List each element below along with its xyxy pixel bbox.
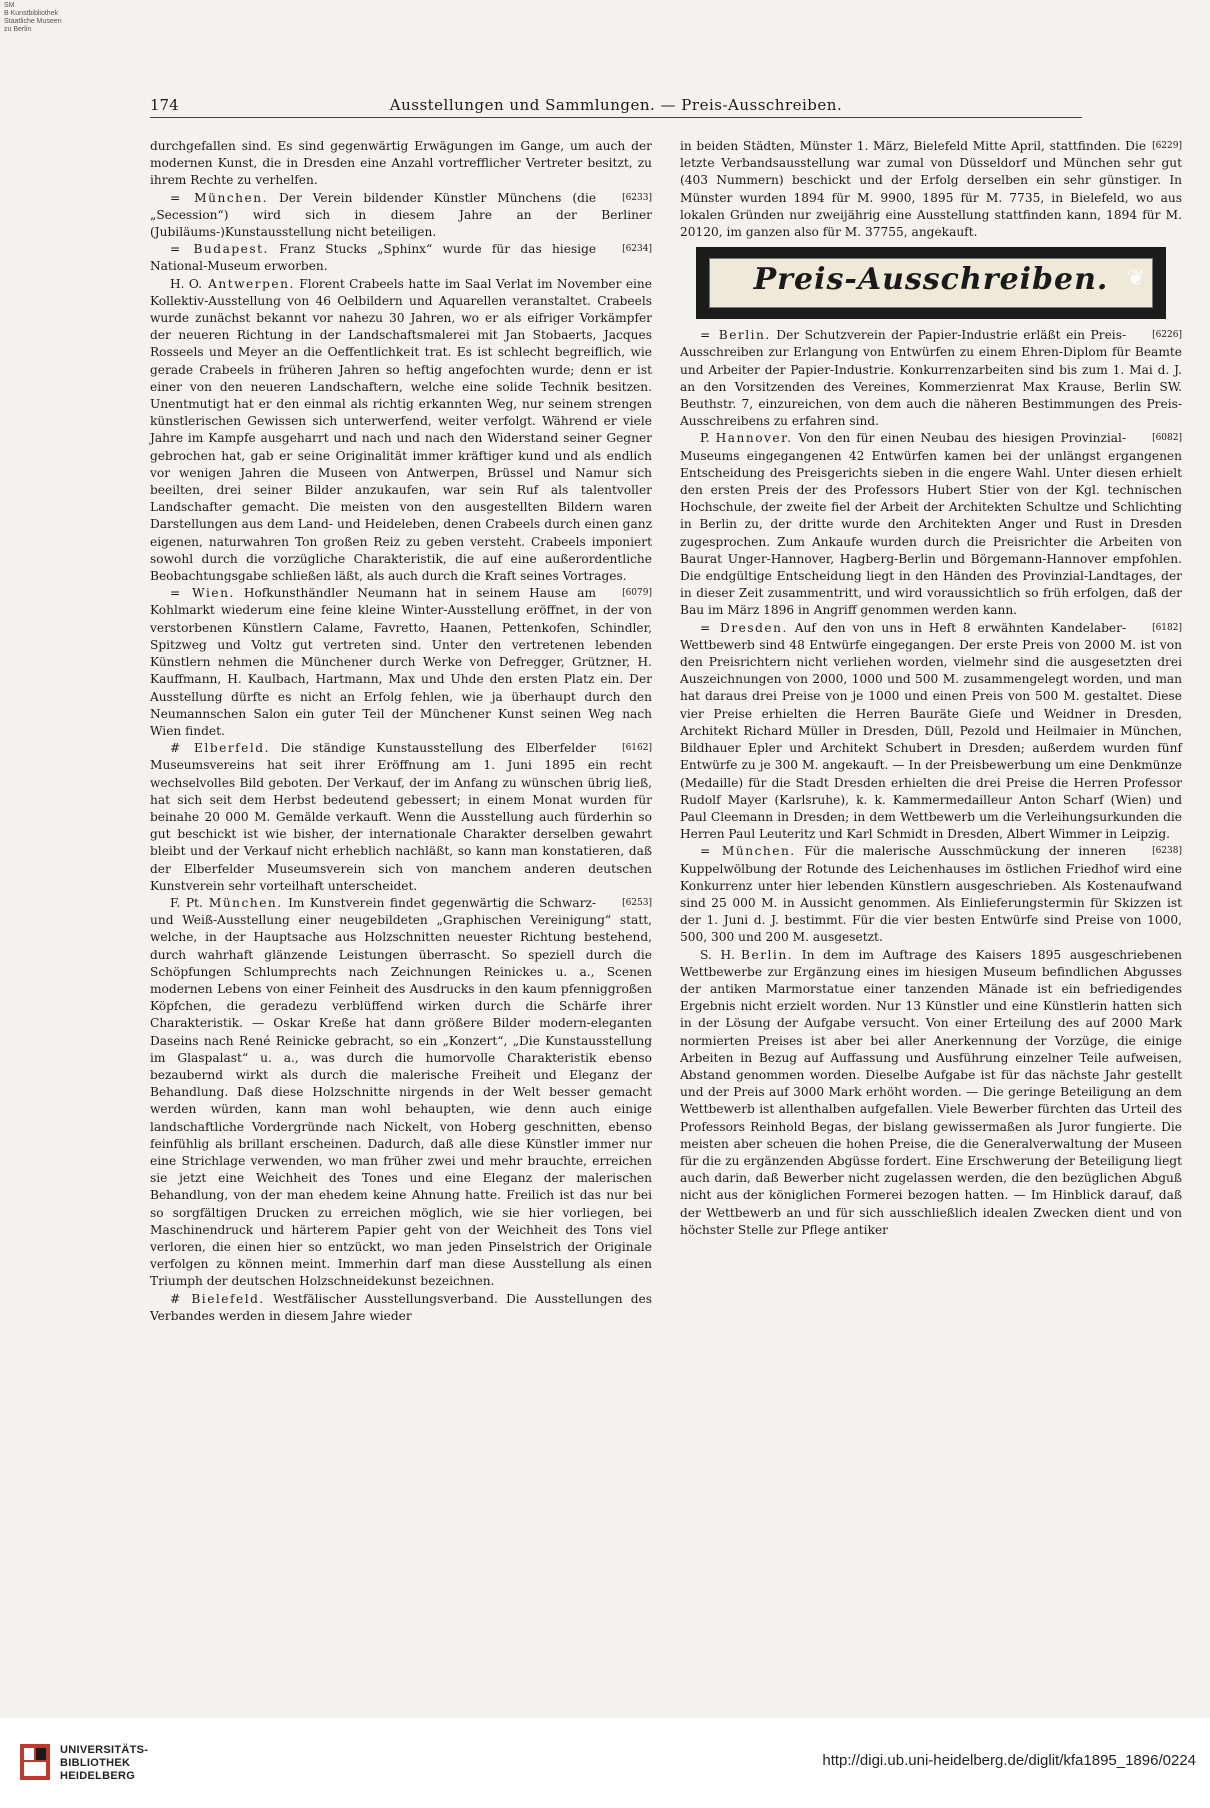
right-column: [680, 138, 1182, 1532]
right-column-body: [680, 327, 1182, 1239]
author-initials: F. Pt.: [170, 895, 203, 910]
footer: [0, 1718, 1210, 1808]
place-heading: = München.: [170, 190, 268, 205]
paragraph-text: Florent Crabeels hatte im Saal Verlat im November eine Kollektiv-Ausstellung von 46 Oelbildern und Aquarellen veranstaltet. Crabeels wurde zunächst bekannt vor nahezu 30 Jahren, wo er als eifriger Vorkämpfer der neueren Richtung in der Landschaftsmalerei mit Jan Stobaerts, Jacques Rosseels und Meyer an die Oeffentlichkeit trat. Es ist schlecht begreiflich, wie gerade Crabeels in früheren Jahren so heftig angefochten wurde; denn er ist einer von den neueren Landschaftern, welche eine solide Technik besitzen. Unentmutigt hat er den einmal als richtig erkannten Weg, nur seinem strengen künstlerischen Gewissen sich unterwerfend, weiter verfolgt. Während er viele Jahre im Kampfe ausgeharrt und nach und nach den Widerstand seiner Gegner gebrochen hat, gab er seine Originalität immer kräftiger kund und als endlich vor wenigen Jahren die Museen von Antwerpen, Brüssel und Namur sich beeilten, drei seiner Bilder anzukaufen, war sein Ruf als talentvoller Landschafter gemacht. Die meisten von den ausgestellten Bildern waren Darstellungen aus dem Land- und Heideleben, denen Crabeels durch einen ganz eigenen, naturwahren Ton großen Reiz zu geben versteht. Crabeels imponiert sowohl durch die vorzügliche Charakteristik, die auf eine außerordentliche Beobachtungsgabe schließen läßt, als auch durch die Kraft seines Vortrages.: [150, 276, 652, 584]
place-heading: = München.: [700, 844, 796, 859]
place-heading: Berlin.: [741, 947, 794, 962]
library-stamp: [4, 2, 62, 34]
reference-number: [6082]: [1152, 433, 1182, 444]
reference-number: [6233]: [622, 192, 652, 203]
library-name-line: HEIDELBERG: [60, 1770, 136, 1782]
paragraph-text: in beiden Städten, Münster 1. März, Bielefeld Mitte April, stattfinden. Die letzte Verbandsausstellung war zumal von Düsseldorf und München sehr gut (403 Nummern) beschickt und der Erfolg derselben ein sehr günstiger. In Münster wurden 1894 für M. 9900, 1895 für M. 7735, in Bielefeld, wo aus lokalen Gründen nur zweijährig eine Ausstellung stattfinden kann, 1894 für M. 20120, im ganzen also für M. 37755, angekauft.: [680, 139, 1182, 240]
article-paragraph: [680, 947, 1182, 1239]
article-paragraph: [680, 430, 1182, 619]
place-heading: München.: [208, 895, 283, 910]
paragraph-text: Der Schutzverein der Papier-Industrie erläßt ein Preis-Ausschreiben zur Erlangung von Entwürfen zu einem Ehren-Diplom für Beamte und Arbeiter der Papier-Industrie. Konkurrenzarbeiten sind bis zum 1. Mai d. J. an den Vorsitzenden des Vereines, Kommerzienrat Max Krause, Berlin SW. Beuthstr. 7, einzureichen, von dem auch die näheren Bestimmungen des Preis-Ausschreibens zu erfahren sind.: [680, 328, 1182, 429]
place-heading: # Bielefeld.: [170, 1291, 265, 1306]
university-seal-icon: [18, 1742, 52, 1782]
reference-number: [6234]: [622, 244, 652, 255]
article-paragraph: [680, 327, 1182, 430]
article-paragraph: [150, 190, 652, 242]
author-initials: S. H.: [700, 947, 736, 962]
reference-number: [6253]: [622, 897, 652, 908]
paragraph-text: Franz Stucks „Sphinx“ wurde für das hiesige National-Museum erworben.: [150, 242, 597, 274]
paragraph-text: Auf den von uns in Heft 8 erwähnten Kandelaber-Wettbewerb sind 48 Entwürfe eingegangen. Der erste Preis von 2000 M. ist von den Preisrichtern nicht verliehen worden, vielmehr sind die ausgesetzten drei Auszeichnungen von 2000, 1000 und 500 M. zusammengelegt worden, und man hat daraus drei Preise von je 1000 und einen Preis von 500 M. gestaltet. Diese vier Preise erhielten die Herren Bauräte Gieſe und Weidner in Dresden, Architekt Richard Müller in Dresden, Düll, Pezold und Heilmaier in München, Bildhauer Epler und Architekt Schubert in Dresden; außerdem wurden fünf Entwürfe zu je 300 M. angekauft. — In der Preisbewerbung um eine Denkmünze (Medaille) für die Stadt Dresden erhielten die drei Preise die Herren Professor Rudolf Mayer (Karlsruhe), k. k. Kammermedailleur Anton Scharf (Wien) und Paul Cleemann in Dresden; in dem Wettbewerb um die Verleihungsurkunden die Herren Paul Leuteritz und Karl Schmidt in Dresden, Albert Wimmer in Leipzig.: [680, 620, 1182, 842]
page-header: [150, 94, 1082, 118]
article-paragraph: [150, 895, 652, 1291]
paragraph-text: Hofkunsthändler Neumann hat in seinem Hause am Kohlmarkt wiederum eine feine kleine Winter-Ausstellung eröffnet, in der von verstorbenen Künstlern Calame, Favretto, Haanen, Pettenkofen, Schindler, Spitzweg und Voltz gut vertreten sind. Unter den vertretenen lebenden Künstlern nehmen die Münchener durch Werke von Defregger, Grützner, H. Kauffmann, H. Kaulbach, Hartmann, Max und Uhde den ersten Platz ein. Der Ausstellung dürfte es nicht an Erfolg fehlen, wie ja überhaupt durch den Neumannschen Salon ein guter Teil der Münchener Kunst seinen Weg nach Wien findet.: [150, 586, 652, 738]
article-paragraph: [150, 1291, 652, 1325]
banner-title: Preis-Ausschreiben.: [753, 262, 1109, 298]
article-paragraph: [150, 740, 652, 895]
reference-number: [6079]: [622, 588, 652, 599]
library-name: [60, 1744, 148, 1783]
paragraph-text: Westfälischer Ausstellungsverband. Die Ausstellungen des Verbandes werden in diesem Jahre wieder: [150, 1291, 652, 1323]
left-column: [150, 138, 652, 1532]
reference-number: [6229]: [1152, 141, 1182, 151]
article-paragraph: [680, 620, 1182, 844]
paragraph-text: Für die malerische Ausschmückung der inneren Kuppelwölbung der Rotunde des Leichenhauses im östlichen Friedhof wird eine Konkurrenz unter hier lebenden Künstlern ausgeschrieben. Als Kostenaufwand sind 25 000 M. in Aussicht genommen. Als Einlieferungstermin für Skizzen ist der 1. Juni d. J. bestimmt. Für die vier besten Entwürfe sind Preise von 1000, 500, 300 und 200 M. ausgesetzt.: [680, 844, 1182, 945]
paragraph-text: Im Kunstverein findet gegenwärtig die Schwarz- und Weiß-Ausstellung einer neugebildeten „Graphischen Vereinigung“ statt, welche, in der Hauptsache aus Holzschnitten neuester Richtung bestehend, durch wahrhaft glänzende Leistungen überrascht. So speziell durch die Schöpfungen Schlumprechts nach Zeichnungen Reinickes u. a., Scenen modernen Lebens von einer Feinheit des Ausdrucks in den kaum pfenniggroßen Köpfchen, die geradezu verblüffend wirken durch die Schärfe ihrer Charakteristik. — Oskar Kreße hat dann größere Bilder modern-eleganten Daseins nach René Reinicke gebracht, so ein „Konzert“, „Die Kunstausstellung im Glaspalast“ u. a., was durch die humorvolle Charakteristik ebenso bezaubernd wirkt als durch die malerische Freiheit und Eleganz der Behandlung. Daß diese Holzschnitte nirgends in der Welt besser gemacht werden würden, kann man wohl behaupten, wie denn auch einige landschaftliche Vordergründe nach Nickelt, von Hoberg geschnitten, ebenso feinfühlig als brillant erscheinen. Dadurch, daß alle diese Künstler immer nur eine Strichlage verwenden, wo man früher zwei und mehr brauchte, erreichen sie jetzt eine Weichheit des Tones und eine Eleganz der malerischen Behandlung, von der man ehedem keine Ahnung hatte. Freilich ist das nur bei so sorgfältigen Drucken zu erreichen möglich, wie sie hier vorliegen, bei Maschinendruck und härterem Papier geht von der Weichheit des Tons viel verloren, die einen hier so entzückt, wo man jeden Pinselstrich der Originale verfolgen zu können meint. Immerhin darf man diese Ausstellung als einen Triumph der deutschen Holzschneidekunst bezeichnen.: [150, 895, 652, 1289]
reference-number: [6238]: [1152, 846, 1182, 857]
stamp-line: B Kunstbibliothek: [4, 10, 59, 17]
place-heading: # Elberfeld.: [170, 741, 270, 756]
paragraph-text: Von den für einen Neubau des hiesigen Provinzial-Museums eingegangenen 42 Entwürfen kamen bei der unlängst ergangenen Entscheidung des Preisgerichts sieben in die engere Wahl. Unter diesen erhielt den ersten Preis der des Professors Hubert Stier von der Kgl. technischen Hochschule, der zweite fiel der Arbeit der Architekten Schultze und Schlichting in Berlin zu, der dritte wurde den Architekten Anger und Rust in Dresden zugesprochen. Zum Ankaufe wurden durch die Preisrichter die Arbeiten von Baurat Unger-Hannover, Hagberg-Berlin und Börgemann-Hannover empfohlen. Die endgültige Entscheidung liegt in den Händen des Provinzial-Landtages, der in dieser Zeit zusammentritt, und wird voraussichtlich so früh erfolgen, daß der Bau im März 1896 in Angriff genommen werden kann.: [680, 431, 1182, 618]
stamp-line: Staatliche Museen: [4, 18, 62, 25]
ornament-icon: ❦: [1126, 266, 1145, 292]
preis-ausschreiben-banner: [696, 247, 1166, 319]
article-paragraph: [680, 843, 1182, 946]
author-initials: H. O.: [170, 276, 203, 291]
permalink-url[interactable]: http://digi.ub.uni-heidelberg.de/diglit/kfa1895_1896/0224: [822, 1752, 1196, 1769]
running-title: Ausstellungen und Sammlungen. — Preis-Ausschreiben.: [389, 96, 843, 114]
paragraph-text: Die ständige Kunstausstellung des Elberfelder Museumsvereins hat seit ihrer Eröffnung am 1. Juni 1895 ein recht wechselvolles Bild geboten. Der Verkauf, der im Anfang zu wünschen übrig ließ, hat sich seit dem Herbst bedeutend gebessert; in einem Monat wurden für beinahe 20 000 M. Gemälde verkauft. Wenn die Ausstellung auch fürderhin so gut beschickt ist wie bisher, der internationale Charakter derselben gewahrt bleibt und der Verkauf nicht erheblich nachläßt, so kann man konstatieren, daß der Elberfelder Museumsverein sich von manchem anderen deutschen Kunstverein sehr vorteilhaft unterscheidet.: [150, 741, 652, 893]
author-initials: P.: [700, 431, 710, 446]
stamp-line: zu Berlin: [4, 26, 32, 33]
place-heading: = Budapest.: [170, 242, 269, 257]
article-paragraph: [150, 585, 652, 740]
library-name-line: BIBLIOTHEK: [60, 1757, 131, 1769]
stamp-line: SM: [4, 2, 15, 9]
place-heading: = Wien.: [170, 586, 235, 601]
place-heading: = Dresden.: [700, 620, 788, 635]
article-paragraph: [680, 138, 1182, 241]
page-number: 174: [150, 96, 179, 114]
paragraph-text: durchgefallen sind. Es sind gegenwärtig Erwägungen im Gange, um auch der modernen Kunst, die in Dresden eine Anzahl vortrefflicher Vertreter besitzt, zu ihrem Rechte zu verhelfen.: [150, 139, 652, 188]
place-heading: Antwerpen.: [208, 276, 295, 291]
article-paragraph: [150, 276, 652, 586]
article-paragraph: [150, 138, 652, 190]
article-paragraph: [150, 241, 652, 275]
place-heading: = Berlin.: [700, 328, 771, 343]
reference-number: [6226]: [1152, 330, 1182, 341]
paragraph-text: In dem im Auftrage des Kaisers 1895 ausgeschriebenen Wettbewerbe zur Ergänzung eines im hiesigen Museum befindlichen Abgusses der antiken Marmorstatue einer tanzenden Mänade ist ein befriedigendes Ergebnis nicht erzielt worden. Nur 13 Künstler und eine Künstlerin hatten sich in der Lösung der Aufgabe versucht. Von einer Erteilung des auf 2000 Mark normierten Preises ist aber bei aller Anerkennung der Vorzüge, die einige Arbeiten in Bezug auf Auffassung und Ausführung einzelner Teile aufweisen, Abstand genommen worden. Dieselbe Aufgabe ist für das nächste Jahr gestellt und der Preis auf 3000 Mark erhöht worden. — Die geringe Beteiligung an dem Wettbewerb ist allenthalben aufgefallen. Viele Bewerber fürchten das Urteil des Professors Reinhold Begas, der bislang gewissermaßen als Juror fungierte. Die meisten aber scheuen die hohen Preise, die die Generalverwaltung der Museen für die zu ergänzenden Abgüsse fordert. Eine Erschwerung der Beteiligung liegt auch darin, daß Bewerber nicht zugelassen werden, die den bezüglichen Abguß nicht aus der königlichen Formerei bezogen hatten. — Im Hinblick darauf, daß der Wettbewerb an und für sich ausschließlich idealen Zwecken dient und von höchster Stelle zur Pflege antiker: [680, 947, 1183, 1237]
reference-number: [6182]: [1152, 622, 1182, 633]
library-name-line: UNIVERSITÄTS-: [60, 1744, 149, 1756]
reference-number: [6162]: [622, 743, 652, 754]
paragraph-text: Der Verein bildender Künstler Münchens (die „Secession“) wird sich in diesem Jahre an der Berliner (Jubiläums-)Kunstausstellung nicht beteiligen.: [150, 190, 652, 240]
right-column-top: [680, 138, 1182, 241]
place-heading: Hannover.: [715, 431, 793, 446]
